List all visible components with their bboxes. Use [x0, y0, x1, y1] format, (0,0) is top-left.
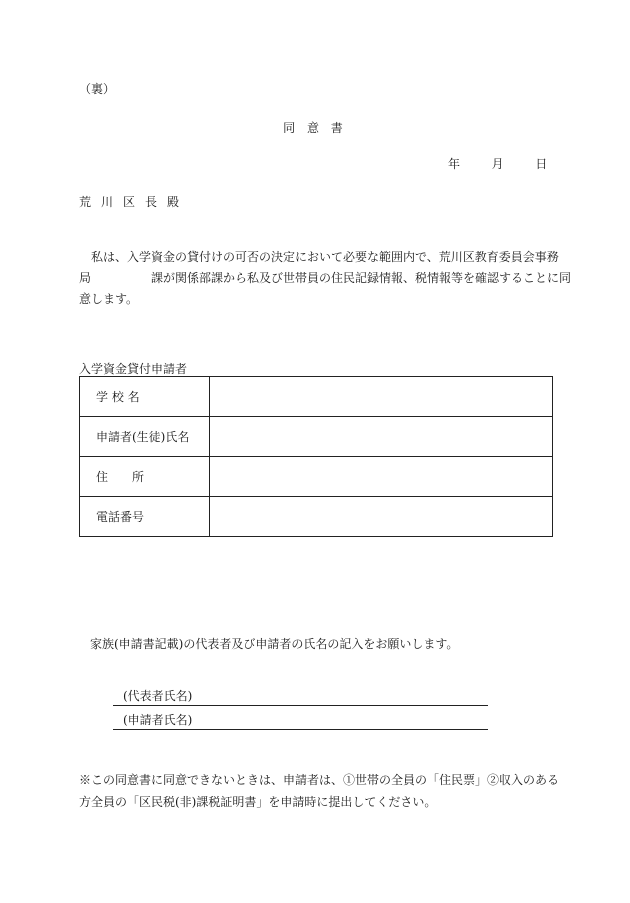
- consent-body: [79, 247, 572, 310]
- table-row: [80, 377, 553, 417]
- representative-signature-label: (代表者氏名): [123, 689, 193, 703]
- phone-field[interactable]: [210, 497, 553, 537]
- phone-label: 電話番号: [80, 497, 210, 537]
- footnote-line: ※この同意書に同意できないときは、申請者は、①世帯の全員の「住民票」②収入のある: [79, 773, 560, 787]
- footnote-line: 方全員の「区民税(非)課税証明書」を申請時に提出してください。: [79, 795, 437, 809]
- footnote: [79, 769, 559, 813]
- address-field[interactable]: [210, 457, 553, 497]
- table-row: [80, 457, 553, 497]
- school-name-field[interactable]: [210, 377, 553, 417]
- applicant-section-label: 入学資金貸付申請者: [79, 362, 188, 376]
- document-title: 同 意 書: [283, 121, 347, 135]
- applicant-name-field[interactable]: [210, 417, 553, 457]
- applicant-signature-line[interactable]: [113, 711, 488, 730]
- date-line: [448, 155, 547, 172]
- consent-body-line: 意します。: [79, 292, 139, 306]
- back-side-marker: （裏）: [79, 82, 116, 96]
- applicant-table: [79, 376, 553, 537]
- table-row: [80, 417, 553, 457]
- consent-body-line: 局 課が関係部課から私及び世帯員の住民記録情報、税情報等を確認することに同: [79, 271, 572, 285]
- date-year: 年: [448, 157, 461, 171]
- school-name-label: 学 校 名: [80, 377, 210, 417]
- representative-signature-line[interactable]: [113, 687, 488, 706]
- date-day: 日: [535, 157, 548, 171]
- date-month: 月: [491, 157, 504, 171]
- address-label: 住 所: [80, 457, 210, 497]
- table-row: [80, 497, 553, 537]
- signature-request: 家族(申請書記載)の代表者及び申請者の氏名の記入をお願いします。: [90, 637, 459, 651]
- consent-body-line: 私は、入学資金の貸付けの可否の決定において必要な範囲内で、荒川区教育委員会事務: [79, 250, 559, 264]
- addressee: 荒川区長殿: [79, 195, 190, 209]
- applicant-signature-label: (申請者氏名): [123, 713, 193, 727]
- applicant-name-label: 申請者(生徒)氏名: [80, 417, 210, 457]
